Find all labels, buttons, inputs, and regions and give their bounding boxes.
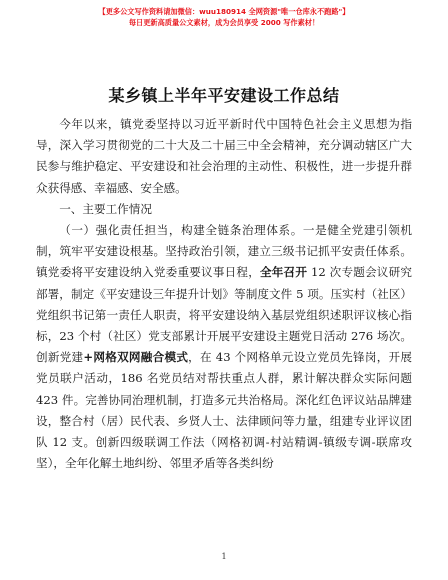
promo-banner-line-1: 【更多公文写作资料请加微信：wuu180914 全网资源"唯一仓库永不跑路"】	[98, 7, 350, 16]
bold-text: 全年召开	[259, 265, 308, 280]
paragraph-text: 12 次专题会议研究部署，制定《平安建设三年提升计划》等制度文件 5 项。压实村（社区）党组织书记第一责任人职责，将平安建设纳入基层党组织述职评议核心指标，23 个村（社区）党支部累计开展平安建设主题党日活动 276 场次。创新党建	[36, 265, 412, 365]
promo-banner-line-2: 每日更新高质量公文素材，成为会员享受 2000 写作素材！	[128, 18, 320, 27]
section-heading: 一、主要工作情况	[59, 201, 152, 216]
intro-paragraph: 今年以来，镇党委坚持以习近平新时代中国特色社会主义思想为指导，深入学习贯彻党的二十大及二十届三中全会精神，充分调动辖区广大民参与维护稳定、平安建设和社会治理的主动性、积极性，进一步提升群众获得感、幸福感、安全感。	[36, 117, 412, 195]
document-body	[36, 114, 412, 474]
paragraph-text: ，在 43 个网格单元设立党员先锋岗，开展党员联户活动，186 名党员结对帮扶重点人群，累计解决群众实际问题 423 件。完善协同治理机制，打造多元共治格局。深化红色评议站品牌建设，整合村（居）民代表、乡贤人士、法律顾问等力量，组建专业评议团队 12 支。创新四级联调工作法（网格初调-村站精调-镇级专调-联席攻坚），全年化解土地纠纷、邻里矛盾等各类纠纷	[36, 350, 412, 471]
paragraph-text: （一）强化责任担当，构建全链条治理体系。一是健全党建引领机制，筑牢平安建设根基。坚持政治引领，建立三级书记抓平安责任体系。镇党委将平安建设纳入党委重要议事日程，	[36, 223, 412, 280]
document-title: 某乡镇上半年平安建设工作总结	[108, 86, 340, 105]
bold-text: +网格双网融合模式	[83, 350, 189, 365]
work-paragraph	[36, 220, 412, 474]
page-number: 1	[221, 552, 227, 561]
